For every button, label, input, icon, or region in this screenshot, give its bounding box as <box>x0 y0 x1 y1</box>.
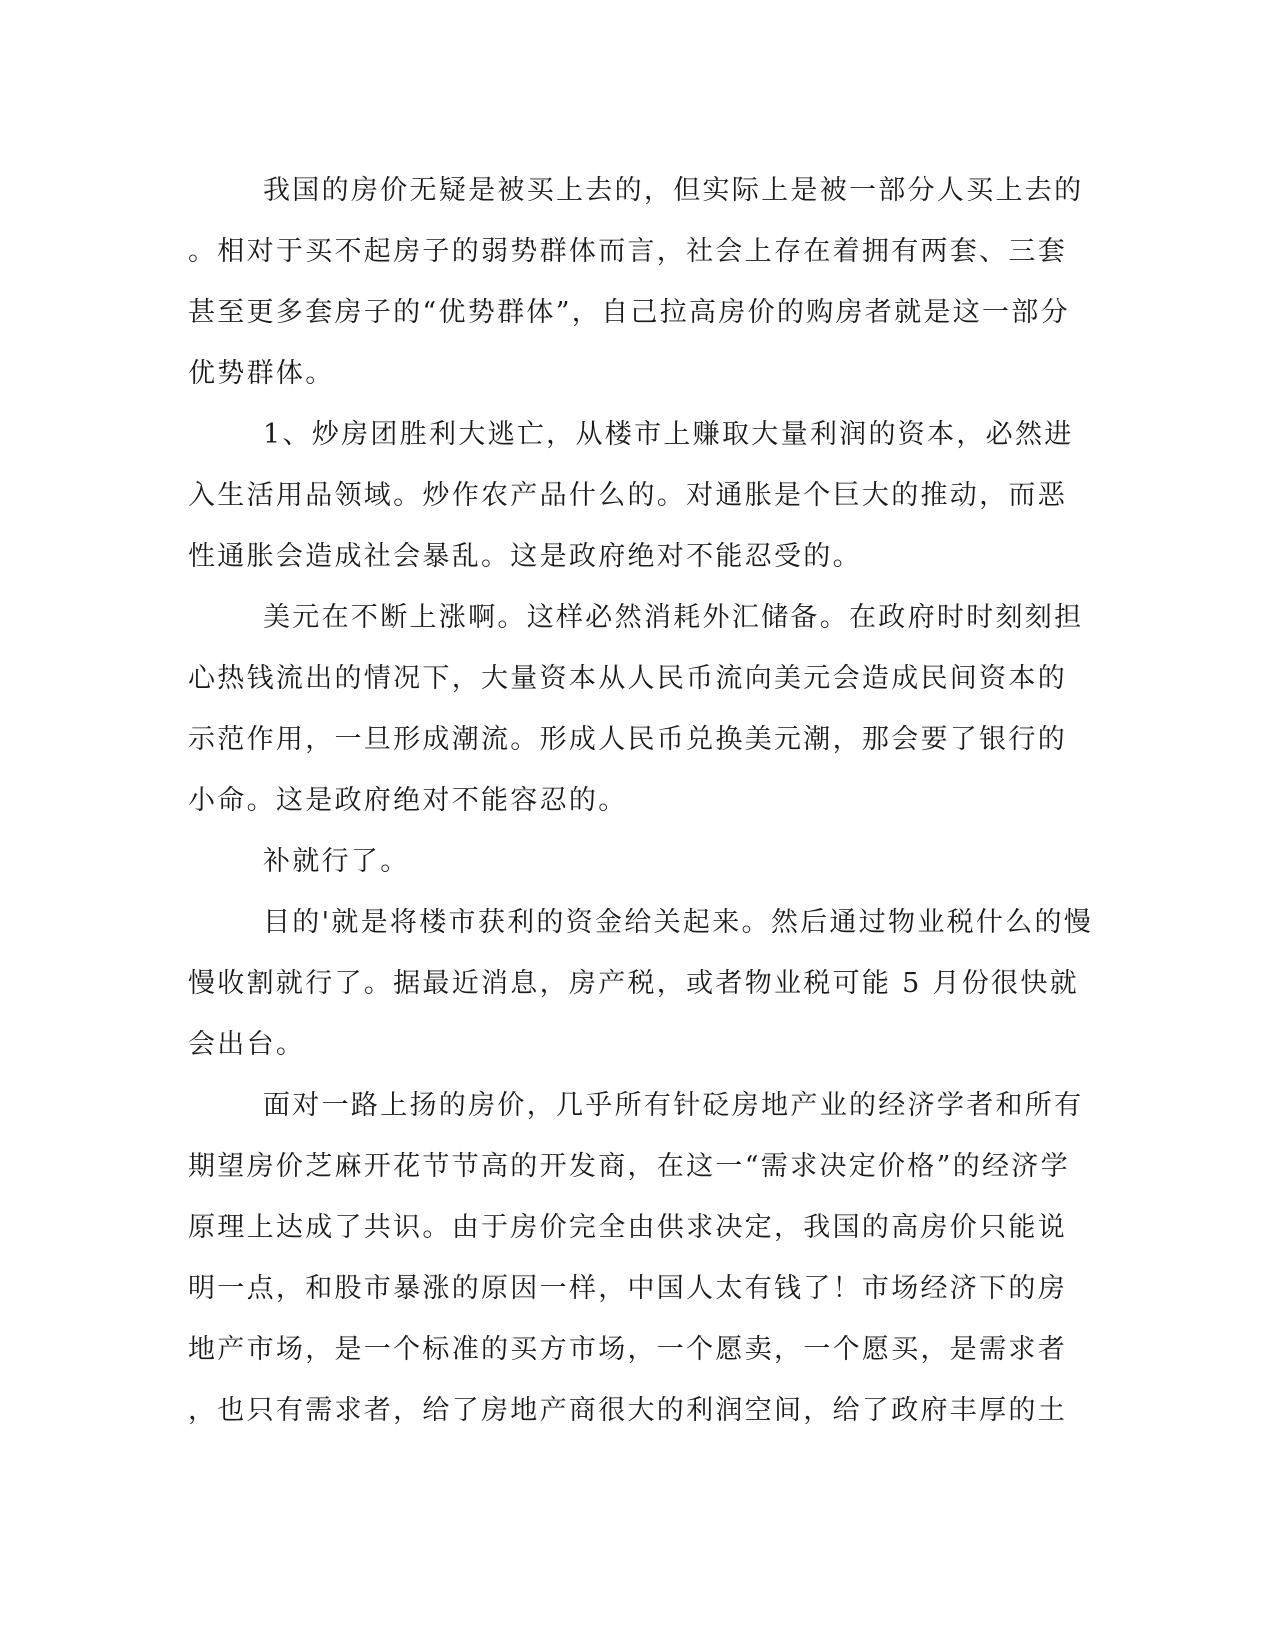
paragraph-6-line-6: ，也只有需求者，给了房地产商很大的利润空间，给了政府丰厚的土 <box>188 1395 1067 1426</box>
paragraph-6-line-3: 原理上达成了共识。由于房价完全由供求决定，我国的高房价只能说 <box>188 1212 1067 1243</box>
paragraph-1-line-2: 。相对于买不起房子的弱势群体而言，社会上存在着拥有两套、三套 <box>188 236 1067 267</box>
paragraph-1-line-1: 我国的房价无疑是被买上去的，但实际上是被一部分人买上去的 <box>263 175 1084 206</box>
paragraph-2-line-2: 入生活用品领域。炒作农产品什么的。对通胀是个巨大的推动，而恶 <box>188 480 1067 511</box>
paragraph-2-line-3: 性通胀会造成社会暴乱。这是政府绝对不能忍受的。 <box>188 541 862 572</box>
paragraph-1-line-4: 优势群体。 <box>188 358 335 389</box>
paragraph-5-line-3: 会出台。 <box>188 1029 306 1060</box>
paragraph-6-line-2: 期望房价芝麻开花节节高的开发商，在这一“需求决定价格”的经济学 <box>188 1151 1070 1182</box>
paragraph-3-line-4: 小命。这是政府绝对不能容忍的。 <box>188 785 628 816</box>
document-body <box>188 160 1094 1441</box>
paragraph-6-line-4: 明一点，和股市暴涨的原因一样，中国人太有钱了！市场经济下的房 <box>188 1273 1067 1304</box>
paragraph-1-line-3: 甚至更多套房子的“优势群体”，自己拉高房价的购房者就是这一部分 <box>188 297 1070 328</box>
paragraph-5-line-2: 慢收割就行了。据最近消息，房产税，或者物业税可能 5 月份很快就 <box>188 968 1079 999</box>
paragraph-5-line-1: 目的'就是将楼市获利的资金给关起来。然后通过物业税什么的慢 <box>263 907 1094 938</box>
paragraph-6-line-5: 地产市场，是一个标准的买方市场，一个愿卖，一个愿买，是需求者 <box>188 1334 1067 1365</box>
paragraph-2-line-1: 1、炒房团胜利大逃亡，从楼市上赚取大量利润的资本，必然进 <box>263 419 1074 450</box>
paragraph-3-line-3: 示范作用，一旦形成潮流。形成人民币兑换美元潮，那会要了银行的 <box>188 724 1067 755</box>
paragraph-3-line-2: 心热钱流出的情况下，大量资本从人民币流向美元会造成民间资本的 <box>188 663 1067 694</box>
paragraph-6-line-1: 面对一路上扬的房价，几乎所有针砭房地产业的经济学者和所有 <box>263 1090 1084 1121</box>
paragraph-3-line-1: 美元在不断上涨啊。这样必然消耗外汇储备。在政府时时刻刻担 <box>263 602 1084 633</box>
paragraph-4-line-1: 补就行了。 <box>263 846 410 877</box>
